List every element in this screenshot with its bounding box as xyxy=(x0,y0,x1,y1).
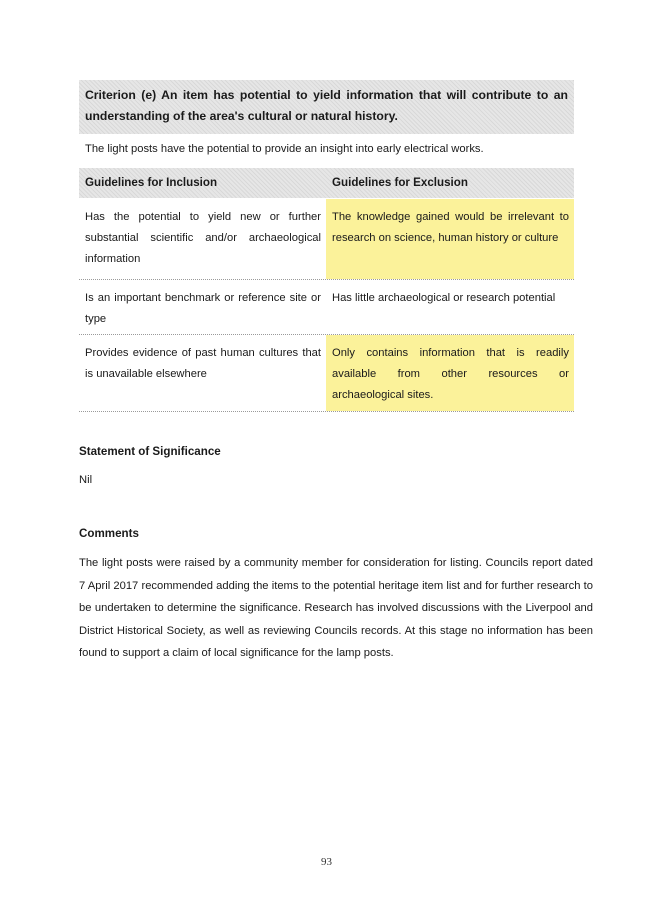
inclusion-cell: Provides evidence of past human cultures that is unavailable elsewhere xyxy=(85,347,321,380)
criterion-heading: Criterion (e) An item has potential to yield information that will contribute to an understanding of the area's cultural or natural history. xyxy=(79,80,574,134)
page-number: 93 xyxy=(321,856,332,868)
header-exclusion: Guidelines for Exclusion xyxy=(332,176,468,189)
criterion-intro-text: The light posts have the potential to provide an insight into early electrical works. xyxy=(85,143,484,155)
comments-text: The light posts were raised by a community member for consideration for listing. Councils report dated 7 April 2017 recommended adding the items to the potential heritage item list and for further research to be undertaken to determine the significance. Research has involved discussions with the Liverpool and District Historical Society, as well as reviewing Councils records. At this stage no information has been found to support a claim of local significance for the lamp posts. xyxy=(79,557,593,659)
exclusion-cell: Has little archaeological or research potential xyxy=(332,292,556,304)
table-row xyxy=(79,280,574,335)
comments-heading: Comments xyxy=(79,527,139,540)
guidelines-table-header xyxy=(79,168,574,198)
significance-text: Nil xyxy=(79,474,93,486)
inclusion-cell: Is an important benchmark or reference site or type xyxy=(85,292,321,325)
exclusion-cell-highlighted: Only contains information that is readily available from other resources or archaeological sites. xyxy=(326,335,574,411)
table-row xyxy=(79,199,574,280)
exclusion-cell-highlighted: The knowledge gained would be irrelevant to research on science, human history or culture xyxy=(326,199,574,279)
table-row xyxy=(79,335,574,412)
header-inclusion: Guidelines for Inclusion xyxy=(85,176,218,189)
inclusion-cell: Has the potential to yield new or further substantial scientific and/or archaeological information xyxy=(85,211,321,265)
significance-heading: Statement of Significance xyxy=(79,445,221,458)
